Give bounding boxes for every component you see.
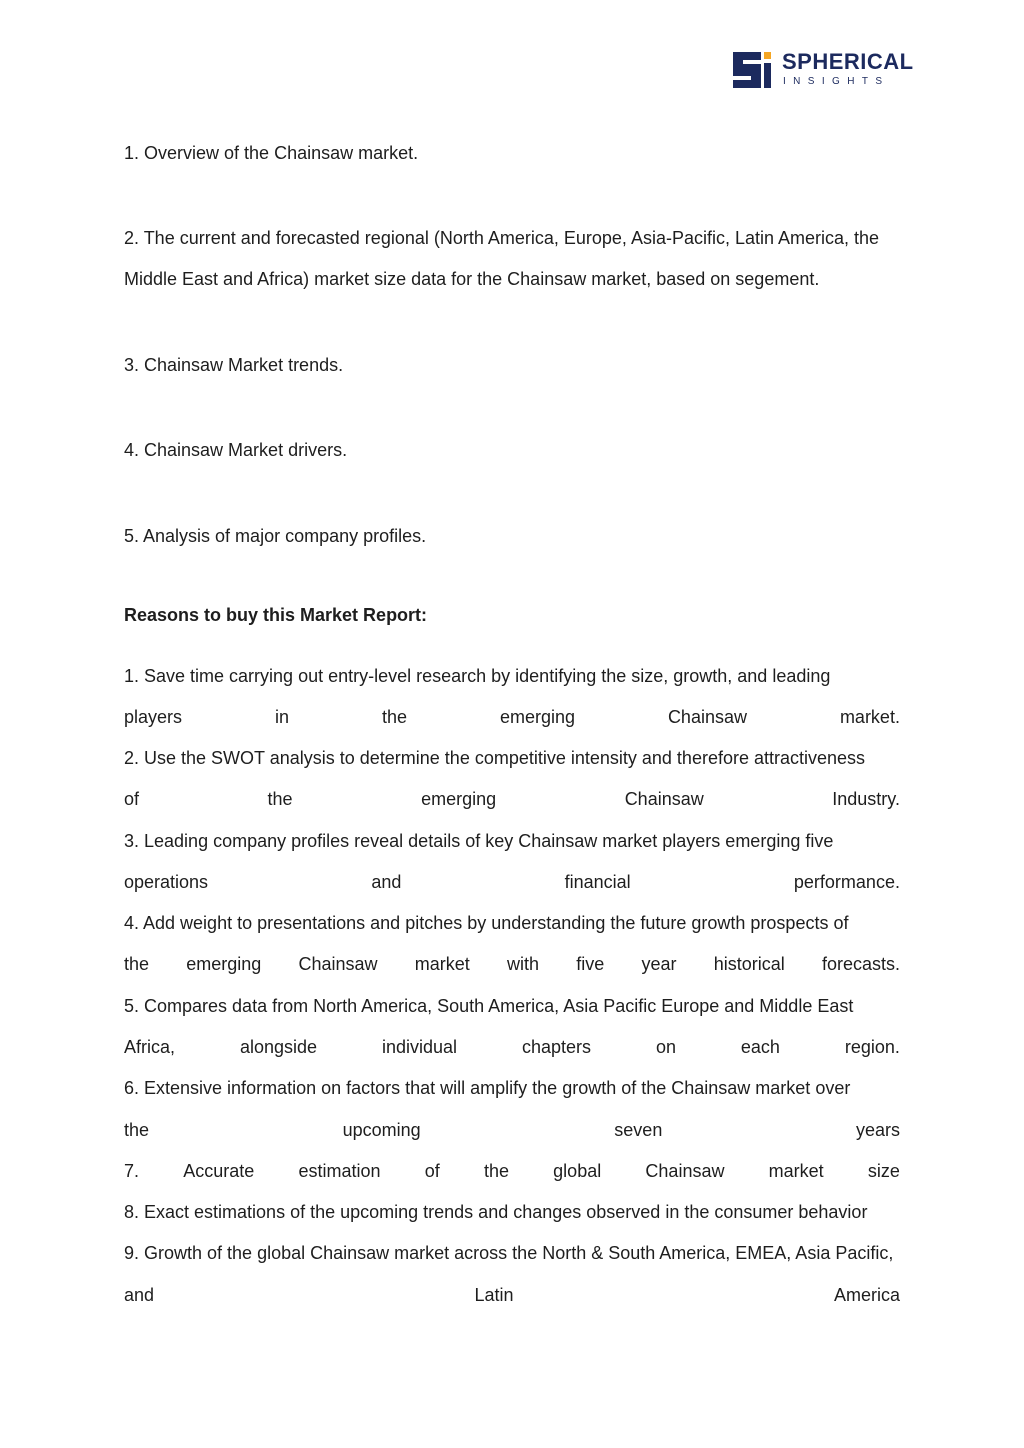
reason-8: 8. Exact estimations of the upcoming trends and changes observed in the consumer behavior xyxy=(124,1202,868,1222)
word: upcoming xyxy=(342,1120,421,1140)
reason-3-continued xyxy=(124,871,900,893)
word: Chainsaw xyxy=(645,1161,725,1181)
word: operations xyxy=(124,872,209,892)
reason-9-continued xyxy=(124,1284,900,1306)
word: in xyxy=(274,707,289,727)
word: historical xyxy=(713,954,785,974)
word: and xyxy=(371,872,402,892)
word: the xyxy=(124,1120,150,1140)
reason-7 xyxy=(124,1160,900,1182)
word: years xyxy=(855,1120,900,1140)
word: America xyxy=(833,1285,900,1305)
word: seven xyxy=(614,1120,663,1140)
word: the xyxy=(124,954,150,974)
reason-5-continued xyxy=(124,1036,900,1058)
word: players xyxy=(124,707,183,727)
logo-name: SPHERICAL xyxy=(782,49,914,74)
word: and xyxy=(124,1285,155,1305)
word: estimation xyxy=(298,1161,381,1181)
contents-item-2: 2. The current and forecasted regional (North America, Europe, Asia-Pacific, Latin America, the xyxy=(124,228,880,248)
reason-5: 5. Compares data from North America, South America, Asia Pacific Europe and Middle East xyxy=(124,996,854,1016)
word: Latin xyxy=(474,1285,514,1305)
word: Industry. xyxy=(832,789,900,809)
word: emerging xyxy=(186,954,262,974)
word: Chainsaw xyxy=(667,707,747,727)
reasons-heading: Reasons to buy this Market Report: xyxy=(124,605,428,625)
contents-item-2-continued: Middle East and Africa) market size data for the Chainsaw market, based on segement. xyxy=(124,269,820,289)
word: region. xyxy=(844,1037,900,1057)
word: global xyxy=(553,1161,602,1181)
reason-1-continued xyxy=(124,706,900,728)
word: emerging xyxy=(499,707,575,727)
word: of xyxy=(424,1161,440,1181)
reason-9: 9. Growth of the global Chainsaw market across the North & South America, EMEA, Asia Pacific, xyxy=(124,1243,894,1263)
reason-1: 1. Save time carrying out entry-level research by identifying the size, growth, and leading xyxy=(124,666,831,686)
word: Chainsaw xyxy=(624,789,704,809)
word: the xyxy=(267,789,293,809)
word: financial xyxy=(564,872,631,892)
word: alongside xyxy=(239,1037,318,1057)
word: chapters xyxy=(521,1037,591,1057)
logo-tagline: INSIGHTS xyxy=(783,76,890,87)
word: of xyxy=(124,789,140,809)
reason-6-continued xyxy=(124,1119,900,1141)
contents-item-1: 1. Overview of the Chainsaw market. xyxy=(124,143,419,163)
word: individual xyxy=(381,1037,458,1057)
word: Chainsaw xyxy=(298,954,378,974)
word: Accurate xyxy=(183,1161,255,1181)
word: market xyxy=(414,954,470,974)
reason-2: 2. Use the SWOT analysis to determine the competitive intensity and therefore attractiveness xyxy=(124,748,866,768)
word: Africa, xyxy=(124,1037,176,1057)
word: on xyxy=(655,1037,676,1057)
word: with xyxy=(507,954,540,974)
word: the xyxy=(381,707,407,727)
spherical-insights-logo-icon xyxy=(733,52,773,88)
reason-2-continued xyxy=(124,788,900,810)
word: the xyxy=(483,1161,509,1181)
reason-6: 6. Extensive information on factors that will amplify the growth of the Chainsaw market over xyxy=(124,1078,851,1098)
word: 7. xyxy=(124,1161,140,1181)
reason-4-continued xyxy=(124,953,900,975)
word: performance. xyxy=(793,872,900,892)
reason-3: 3. Leading company profiles reveal details of key Chainsaw market players emerging five xyxy=(124,831,834,851)
contents-item-5: 5. Analysis of major company profiles. xyxy=(124,526,427,546)
contents-item-3: 3. Chainsaw Market trends. xyxy=(124,355,344,375)
word: market xyxy=(768,1161,824,1181)
spherical-insights-logo xyxy=(733,49,914,90)
reason-4: 4. Add weight to presentations and pitches by understanding the future growth prospects of xyxy=(124,913,849,933)
word: forecasts. xyxy=(821,954,900,974)
word: size xyxy=(867,1161,900,1181)
word: each xyxy=(740,1037,780,1057)
word: five xyxy=(576,954,605,974)
word: year xyxy=(641,954,677,974)
word: market. xyxy=(839,707,900,727)
word: emerging xyxy=(421,789,497,809)
contents-item-4: 4. Chainsaw Market drivers. xyxy=(124,440,348,460)
